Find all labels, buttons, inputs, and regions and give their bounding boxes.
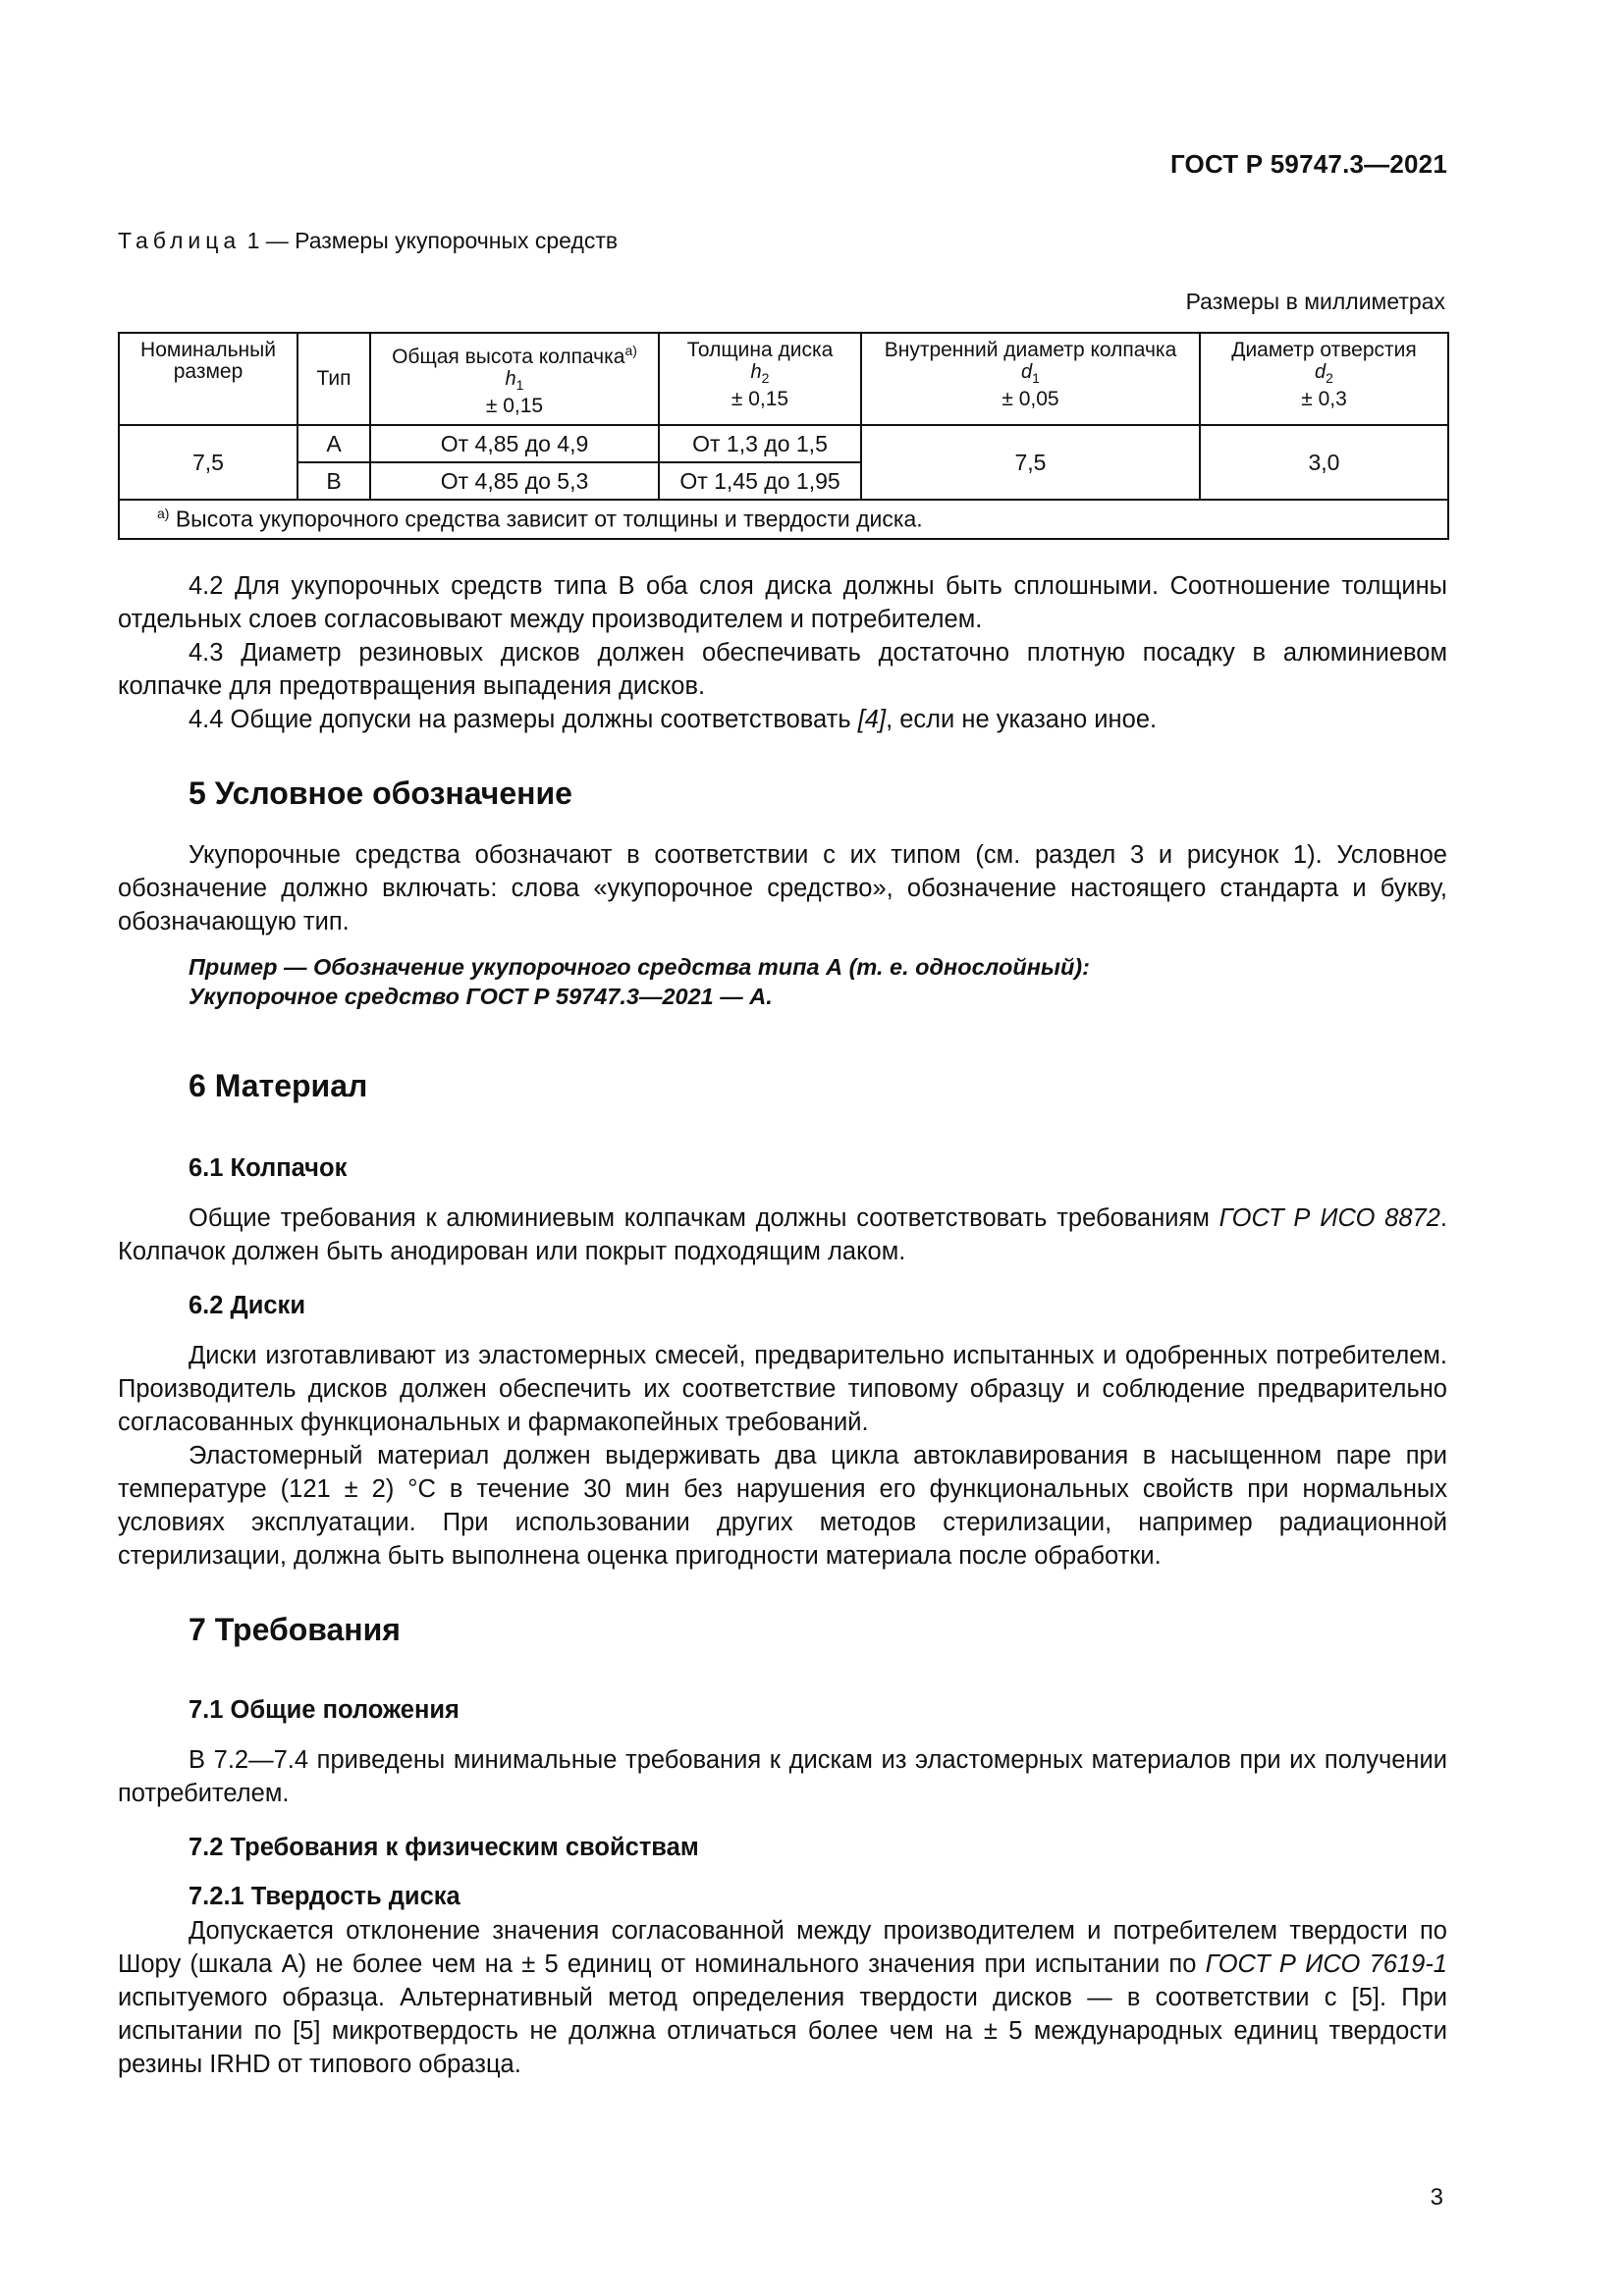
hole-cell: 3,0 — [1200, 425, 1448, 500]
disc-tolerance: ± 0,15 — [731, 388, 789, 411]
subsection-7-2-1-heading: 7.2.1 Твердость диска — [189, 1883, 460, 1910]
designation-example: Пример — Обозначение укупорочного средства типа А (т. е. однослойный): Укупорочное средство ГОСТ Р 59747.3—2021 — А. — [189, 954, 1090, 1009]
paragraph-4-3: 4.3 Диаметр резиновых дисков должен обеспечивать достаточно плотную посадку в алюминиевом колпачке для предотвращения выпадения дисков. — [118, 639, 1447, 700]
page-number: 3 — [1430, 2184, 1443, 2211]
section-5-heading: 5 Условное обозначение — [189, 775, 572, 811]
subsection-6-1-heading: 6.1 Колпачок — [189, 1154, 348, 1182]
units-note: Размеры в миллиметрах — [1185, 289, 1445, 314]
document-code: ГОСТ Р 59747.3—2021 — [1169, 149, 1447, 179]
section-6-heading: 6 Материал — [189, 1068, 368, 1103]
col-hole-header: Диаметр отверстия $d_2$ ± 0,3 — [1200, 333, 1448, 425]
subsection-7-2-1-text: Допускается отклонение значения согласованной между производителем и потребителем твердости по Шору (шкала А) не более чем на ± 5 единиц от номинального значения при испытании по ГОСТ Р ИСО 7619-1 испытуемого образца. Альтернативный метод определения твердости дисков — в соответствии с [5]. При испытании по [5] микротвердость не должна отличаться более чем на ± 5 международных единиц твердости резины IRHD от типового образца. — [118, 1917, 1447, 2078]
subsection-6-2-text: Диски изготавливают из эластомерных смесей, предварительно испытанных и одобренных потребителем. Производитель дисков должен обеспечить их соответствие типовому образцу и соблюдение предварительно согласованных функциональных и фармакопейных требований. Эластомерный материал должен выдерживать два цикла автоклавирования в насыщенном паре при температуре (121 ± 2) °С в течение 30 мин без нарушения его функциональных свойств при нормальных условиях эксплуатации. При использовании других методов стерилизации, например радиационной стерилизации, должна быть выполнена оценка пригодности материала после обработки. — [118, 1342, 1447, 1570]
table-caption — [118, 228, 618, 254]
inner-symbol: d — [1021, 361, 1033, 383]
table-row — [119, 425, 1448, 462]
table-footnote-row — [119, 500, 1448, 539]
section-5-text: Укупорочные средства обозначают в соответствии с их типом (см. раздел 3 и рисунок 1). Условное обозначение должно включать: слова «укупорочное средство», обозначение настоящего стандарта и букву, обозначающую тип. — [118, 841, 1447, 935]
inner-cell: 7,5 — [861, 425, 1200, 500]
table-footnote: $^{а)}$ Высота укупорочного средства зависит от толщины и твердости диска. — [119, 500, 1448, 539]
height-cell: От 4,85 до 4,9 — [370, 425, 659, 462]
height-cell: От 4,85 до 5,3 — [370, 462, 659, 500]
col-type-header: Тип — [298, 333, 370, 425]
disc-symbol: h — [750, 361, 762, 383]
subsection-6-1-text: Общие требования к алюминиевым колпачкам должны соответствовать требованиям ГОСТ Р ИСО 8872. Колпачок должен быть анодирован или покрыт подходящим лаком. — [118, 1204, 1447, 1265]
hole-tolerance: ± 0,3 — [1301, 388, 1347, 411]
height-symbol: h — [505, 368, 516, 390]
standard-reference[interactable]: ГОСТ Р ИСО 8872 — [1218, 1204, 1440, 1232]
nominal-cell: 7,5 — [119, 425, 298, 500]
subsection-7-2-heading: 7.2 Требования к физическим свойствам — [189, 1834, 699, 1861]
inner-tolerance: ± 0,05 — [1001, 388, 1059, 411]
col-height-header: Общая высота колпачка$^{а)}$ $h_1$ ± 0,15 — [370, 333, 659, 425]
height-tolerance: ± 0,15 — [485, 395, 544, 418]
disc-cell: От 1,3 до 1,5 — [659, 425, 861, 462]
subsection-7-1-heading: 7.1 Общие положения — [189, 1696, 460, 1724]
disc-cell: От 1,45 до 1,95 — [659, 462, 861, 500]
col-nominal-header: Номинальный размер — [119, 333, 298, 425]
standard-reference[interactable]: ГОСТ Р ИСО 7619-1 — [1205, 1950, 1447, 1978]
col-disc-header: Толщина диска $h_2$ ± 0,15 — [659, 333, 861, 425]
table-header-row — [119, 333, 1448, 425]
footnote-ref: а) — [624, 343, 637, 358]
paragraph-4-4: 4.4 Общие допуски на размеры должны соответствовать [4], если не указано иное. — [189, 706, 1158, 733]
type-cell: В — [298, 462, 370, 500]
clause-4-paragraphs — [118, 569, 1447, 736]
subsection-6-2-heading: 6.2 Диски — [189, 1292, 305, 1319]
reference-link[interactable]: [4] — [857, 706, 887, 733]
col-inner-header: Внутренний диаметр колпачка $d_1$ ± 0,05 — [861, 333, 1200, 425]
subsection-7-1-text: В 7.2—7.4 приведены минимальные требования к дискам из эластомерных материалов при их получении потребителем. — [118, 1746, 1447, 1807]
table-caption-title: 1 — Размеры укупорочных средств — [241, 228, 619, 253]
hole-symbol: d — [1315, 361, 1326, 383]
type-cell: А — [298, 425, 370, 462]
section-7-heading: 7 Требования — [189, 1612, 401, 1647]
paragraph-4-2: 4.2 Для укупорочных средств типа В оба слоя диска должны быть сплошными. Соотношение толщины отдельных слоев согласовывают между производителем и потребителем. — [118, 572, 1447, 633]
dimensions-table — [118, 332, 1449, 540]
table-caption-label: Таблица — [118, 228, 242, 253]
